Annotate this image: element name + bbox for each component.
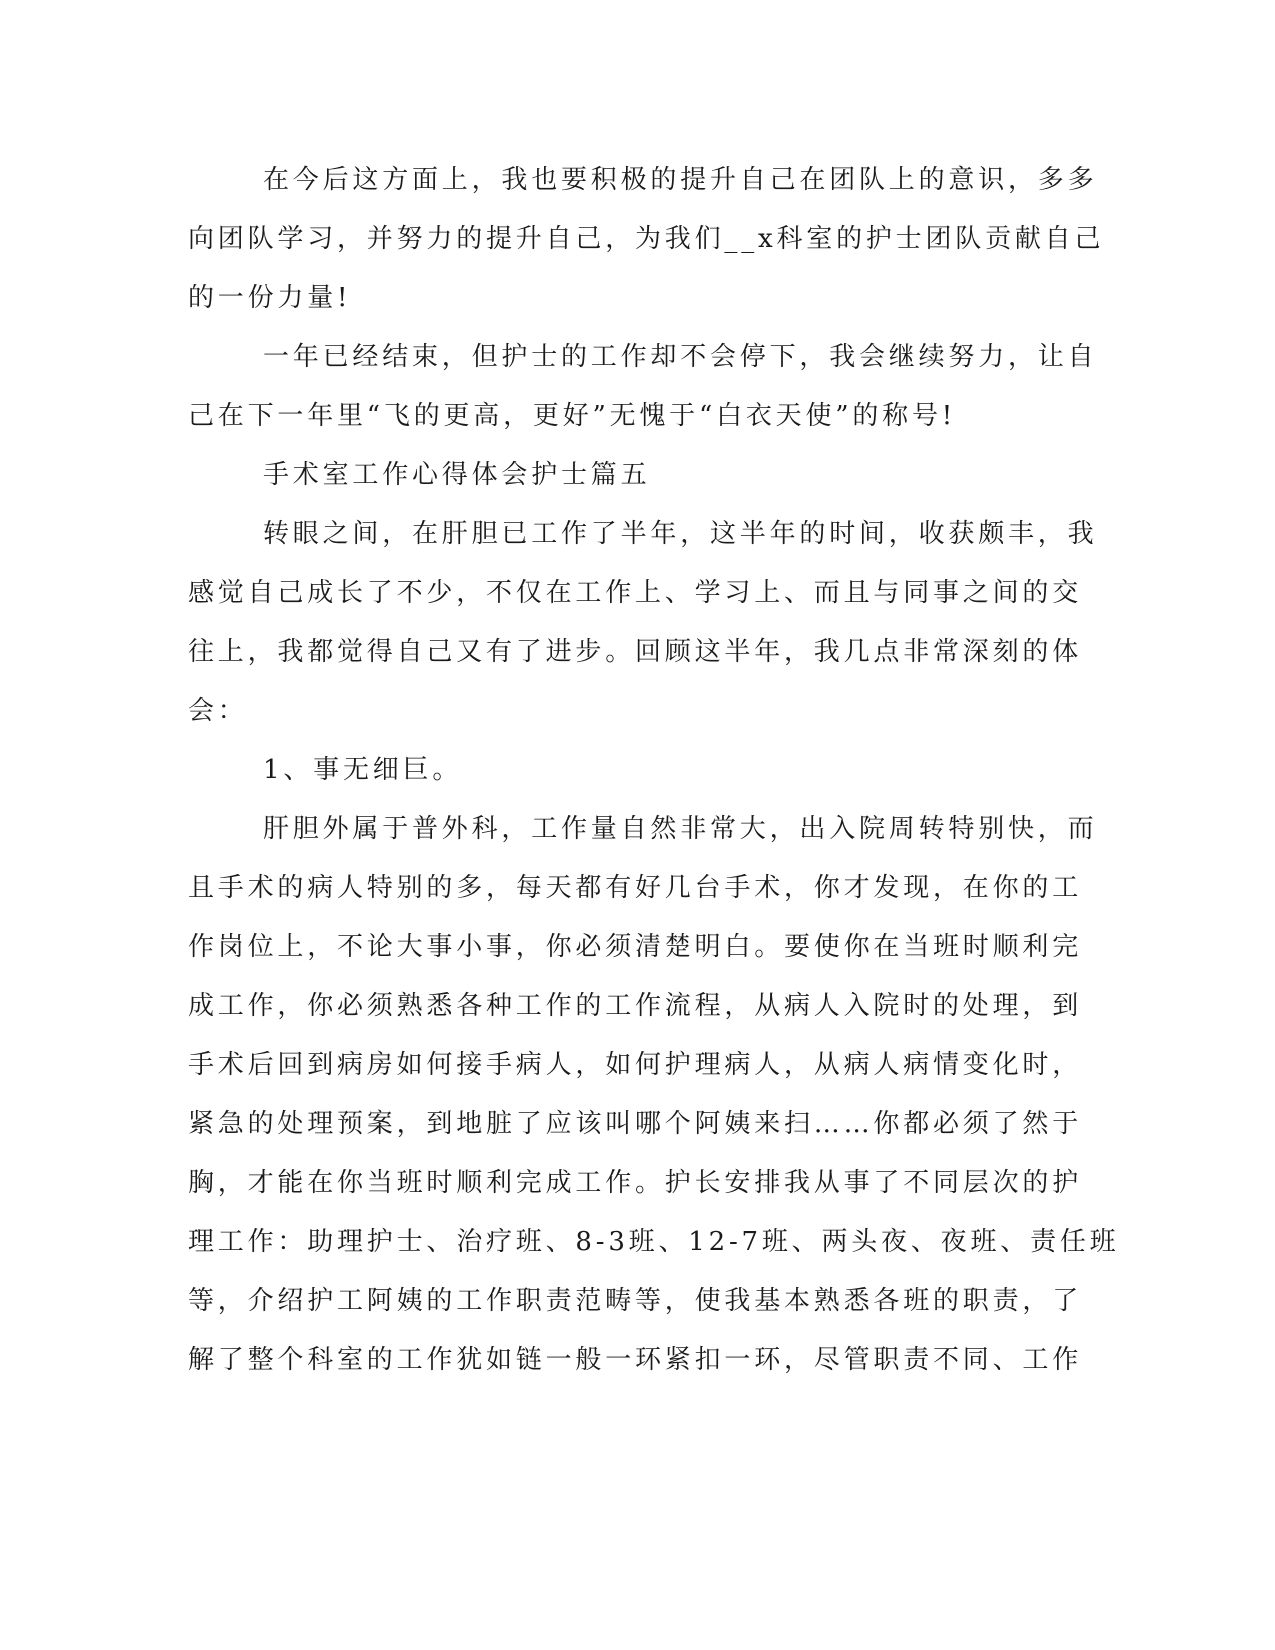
paragraph-line: 在今后这方面上，我也要积极的提升自己在团队上的意识，多多 (263, 165, 1098, 195)
list-item-heading: 1、事无细巨。 (263, 755, 463, 785)
paragraph-line: 肝胆外属于普外科，工作量自然非常大，出入院周转特别快，而 (263, 814, 1098, 844)
paragraph-line: 解了整个科室的工作犹如链一般一环紧扣一环，尽管职责不同、工作 (188, 1345, 1083, 1375)
paragraph-line: 理工作：助理护士、治疗班、8-3班、12-7班、两头夜、夜班、责任班 (188, 1227, 1120, 1257)
paragraph-line: 转眼之间，在肝胆已工作了半年，这半年的时间，收获颇丰，我 (263, 519, 1098, 549)
paragraph-line: 且手术的病人特别的多，每天都有好几台手术，你才发现，在你的工 (188, 873, 1083, 903)
paragraph-line: 的一份力量! (188, 283, 352, 313)
paragraph-line: 往上，我都觉得自己又有了进步。回顾这半年，我几点非常深刻的体 (188, 637, 1083, 667)
paragraph-line: 己在下一年里“飞的更高，更好”无愧于“白衣天使”的称号! (188, 401, 957, 431)
paragraph-line: 会： (188, 696, 248, 726)
section-heading: 手术室工作心得体会护士篇五 (263, 460, 651, 490)
paragraph-line: 感觉自己成长了不少，不仅在工作上、学习上、而且与同事之间的交 (188, 578, 1083, 608)
paragraph-line: 等，介绍护工阿姨的工作职责范畴等，使我基本熟悉各班的职责，了 (188, 1286, 1083, 1316)
paragraph-line: 紧急的处理预案，到地脏了应该叫哪个阿姨来扫……你都必须了然于 (188, 1109, 1083, 1139)
paragraph-line: 胸，才能在你当班时顺利完成工作。护长安排我从事了不同层次的护 (188, 1168, 1083, 1198)
paragraph-line: 作岗位上，不论大事小事，你必须清楚明白。要使你在当班时顺利完 (188, 932, 1083, 962)
paragraph-line: 一年已经结束，但护士的工作却不会停下，我会继续努力，让自 (263, 342, 1098, 372)
paragraph-line: 手术后回到病房如何接手病人，如何护理病人，从病人病情变化时， (188, 1050, 1083, 1080)
paragraph-line: 向团队学习，并努力的提升自己，为我们__x科室的护士团队贡献自己 (188, 224, 1105, 254)
paragraph-line: 成工作，你必须熟悉各种工作的工作流程，从病人入院时的处理，到 (188, 991, 1083, 1021)
